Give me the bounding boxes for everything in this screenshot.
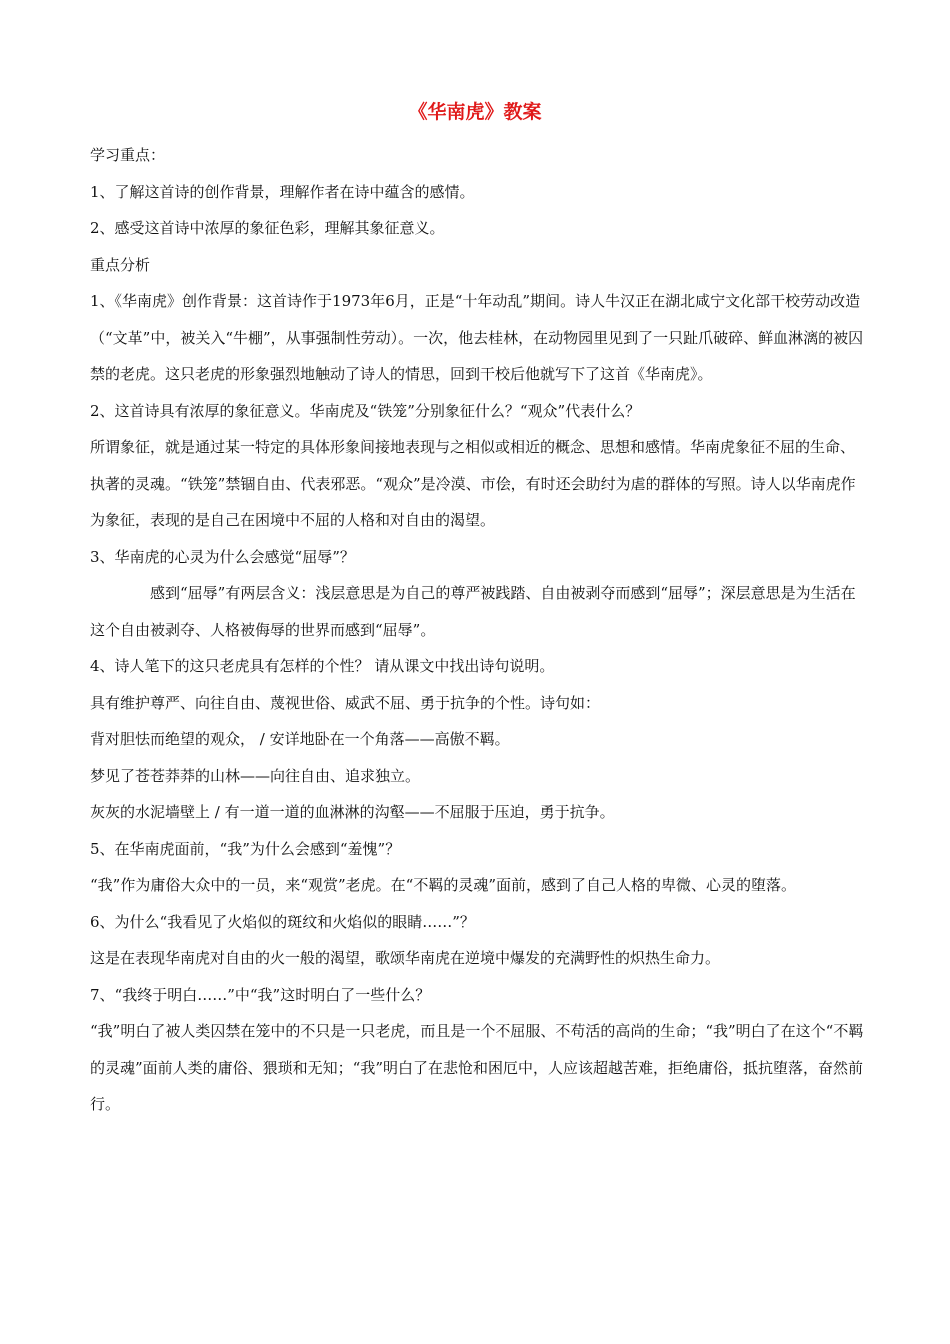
- answer-2: 所谓象征，就是通过某一特定的具体形象间接地表现与之相似或相近的概念、思想和感情。华南虎象征不屈的生命、执著的灵魂。“铁笼”禁锢自由、代表邪恶。“观众”是冷漠、市侩，有时还会助纣为虐的群体的写照。诗人以华南虎作为象征，表现的是自己在困境中不屈的人格和对自由的渴望。: [90, 438, 856, 529]
- answer-4-line-4: 灰灰的水泥墙壁上 / 有一道一道的血淋淋的沟壑——不屈服于压迫，勇于抗争。: [90, 803, 615, 821]
- document-body: [90, 137, 864, 1123]
- heading-analysis: 重点分析: [90, 255, 151, 274]
- answer-4-line-2: 背对胆怯而绝望的观众， / 安详地卧在一个角落——高傲不羁。: [90, 730, 510, 748]
- question-2: 2、这首诗具有浓厚的象征意义。华南虎及“铁笼”分别象征什么？“观众”代表什么？: [90, 401, 641, 420]
- question-7: 7、“我终于明白……”中“我”这时明白了一些什么？: [90, 985, 431, 1004]
- question-3: 3、华南虎的心灵为什么会感觉“屈辱”？: [90, 547, 355, 566]
- answer-4-line-1: 具有维护尊严、向往自由、蔑视世俗、威武不屈、勇于抗争的个性。诗句如：: [90, 693, 601, 712]
- analysis-paragraph-1: 1、《华南虎》创作背景：这首诗作于1973年6月，正是“十年动乱”期间。诗人牛汉正在湖北咸宁文化部干校劳动改造（“文革”中，被关入“牛棚”，从事强制性劳动）。一次，他去桂林，在动物园里见到了一只趾爪破碎、鲜血淋漓的被囚禁的老虎。这只老虎的形象强烈地触动了诗人的情思，回到干校后他就写下了这首《华南虎》。: [90, 292, 864, 383]
- question-4: 4、诗人笔下的这只老虎具有怎样的个性？ 请从课文中找出诗句说明。: [90, 657, 555, 675]
- answer-6: 这是在表现华南虎对自由的火一般的渴望，歌颂华南虎在逆境中爆发的充满野性的炽热生命力。: [90, 949, 721, 967]
- answer-7: “我”明白了被人类囚禁在笼中的不只是一只老虎，而且是一个不屈服、不苟活的高尚的生命；“我”明白了在这个“不羁的灵魂”面前人类的庸俗、猥琐和无知；“我”明白了在悲怆和困厄中，人应该超越苦难，拒绝庸俗，抵抗堕落，奋然前行。: [90, 1022, 864, 1113]
- focus-item-1: 1、了解这首诗的创作背景，理解作者在诗中蕴含的感情。: [90, 182, 475, 201]
- document-title: 《华南虎》教案: [408, 101, 542, 123]
- question-5: 5、在华南虎面前，“我”为什么会感到“羞愧”？: [90, 839, 401, 858]
- answer-5: “我”作为庸俗大众中的一员，来“观赏”老虎。在“不羁的灵魂”面前，感到了自己人格的卑微、心灵的堕落。: [90, 876, 797, 894]
- answer-4-line-3: 梦见了苍苍莽莽的山林——向往自由、追求独立。: [90, 766, 421, 785]
- question-6: 6、为什么“我看见了火焰似的斑纹和火焰似的眼睛……”？: [90, 912, 475, 931]
- answer-3: 感到“屈辱”有两层含义：浅层意思是为自己的尊严被践踏、自由被剥夺而感到“屈辱”；深层意思是为生活在这个自由被剥夺、人格被侮辱的世界而感到“屈辱”。: [90, 584, 856, 639]
- focus-item-2: 2、感受这首诗中浓厚的象征色彩，理解其象征意义。: [90, 219, 445, 237]
- heading-focus: 学习重点：: [90, 146, 166, 164]
